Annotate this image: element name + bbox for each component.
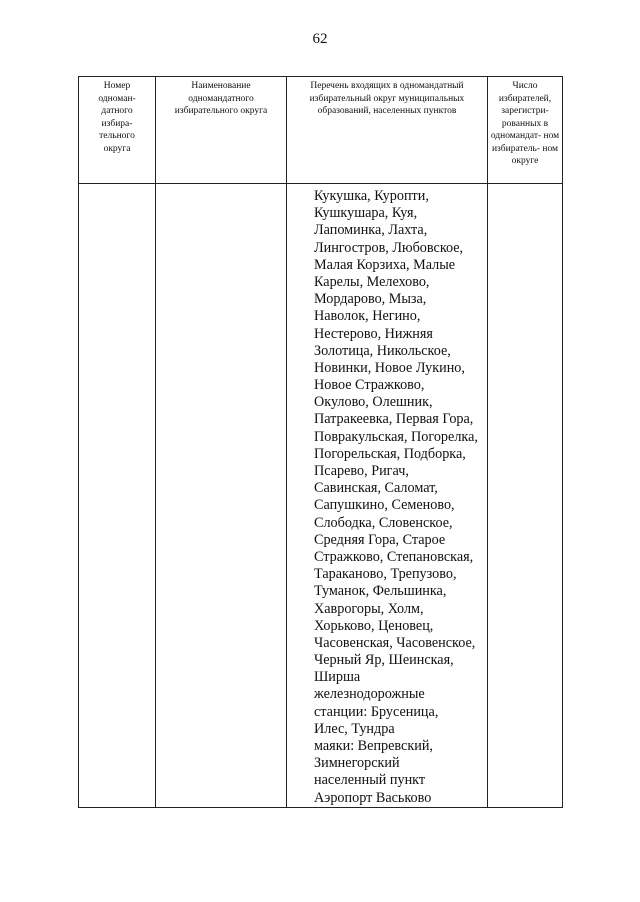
- list-item: Средняя Гора, Старое: [314, 531, 446, 548]
- list-item: железнодорожные: [314, 686, 425, 703]
- list-item: маяки: Вепревский,: [314, 738, 433, 754]
- list-item: Ширша: [314, 669, 361, 686]
- cell-settlements: [287, 184, 488, 808]
- list-item: Патракеевка, Первая Гора,: [314, 411, 474, 428]
- header-label: Число избирателей, зарегистри- рованных в одномандат- ном избиратель- ном округе: [490, 81, 560, 166]
- table-header-row: [79, 77, 563, 184]
- list-item: Кукушка, Куропти,: [314, 188, 429, 204]
- header-label: Номер одноман- датного избира- тельного округа: [98, 81, 136, 154]
- list-item: станции: Брусеница,: [314, 703, 439, 720]
- cell-voters: [488, 184, 563, 808]
- list-item: населенный пункт: [314, 772, 426, 789]
- list-item: Повракульская, Погорелка,: [314, 428, 478, 445]
- list-item: Тараканово, Трепузово,: [314, 566, 457, 583]
- list-item: Новое Стражково,: [314, 377, 425, 394]
- column-header-district-name: [156, 77, 287, 184]
- list-item: Лапоминка, Лахта,: [314, 222, 428, 239]
- list-item: Лингостров, Любовское,: [314, 239, 464, 256]
- list-item: Окулово, Олешник,: [314, 394, 433, 411]
- list-item: Кушкушара, Куя,: [314, 205, 418, 222]
- page-number: 62: [312, 31, 328, 47]
- list-item: Черный Яр, Шеинская,: [314, 652, 454, 669]
- list-item: Золотица, Никольское,: [314, 342, 451, 359]
- list-item: Туманок, Фельшинка,: [314, 583, 447, 600]
- list-item: Сапушкино, Семеново,: [314, 497, 455, 514]
- list-item: Савинская, Саломат,: [314, 480, 438, 497]
- column-header-district-number: [79, 77, 156, 184]
- list-item: Зимнегорский: [314, 755, 400, 772]
- header-label: Наименование одномандатного избирательного округа: [174, 81, 268, 116]
- list-item: Нестерово, Нижняя: [314, 325, 433, 342]
- list-item: Стражково, Степановская,: [314, 548, 474, 565]
- list-item: Псарево, Ригач,: [314, 463, 409, 479]
- list-item: Хорьково, Ценовец,: [314, 617, 434, 634]
- list-item: Часовенская, Часовенское,: [314, 634, 476, 651]
- list-item: Наволок, Негино,: [314, 308, 421, 325]
- cell-district-name: [156, 184, 287, 808]
- list-item: Погорельская, Подборка,: [314, 445, 466, 462]
- table-row: [79, 184, 563, 808]
- list-item: Слободка, Словенское,: [314, 514, 453, 531]
- list-item: Карелы, Мелехово,: [314, 273, 430, 290]
- list-item: Илес, Тундра: [314, 720, 395, 737]
- header-label: Перечень входящих в одномандатный избирательный округ муниципальных образований, населенных пунктов: [309, 81, 465, 116]
- column-header-voters: [488, 77, 563, 184]
- column-header-settlements: [287, 77, 488, 184]
- list-item: Аэропорт Васьково: [314, 789, 432, 806]
- districts-table: [78, 76, 563, 808]
- list-item: Малая Корзиха, Малые: [314, 256, 456, 273]
- settlement-list: [287, 184, 487, 807]
- list-item: Мордарово, Мыза,: [314, 291, 427, 308]
- cell-district-number: [79, 184, 156, 808]
- list-item: Новинки, Новое Лукино,: [314, 359, 465, 376]
- list-item: Хаврогоры, Холм,: [314, 600, 424, 617]
